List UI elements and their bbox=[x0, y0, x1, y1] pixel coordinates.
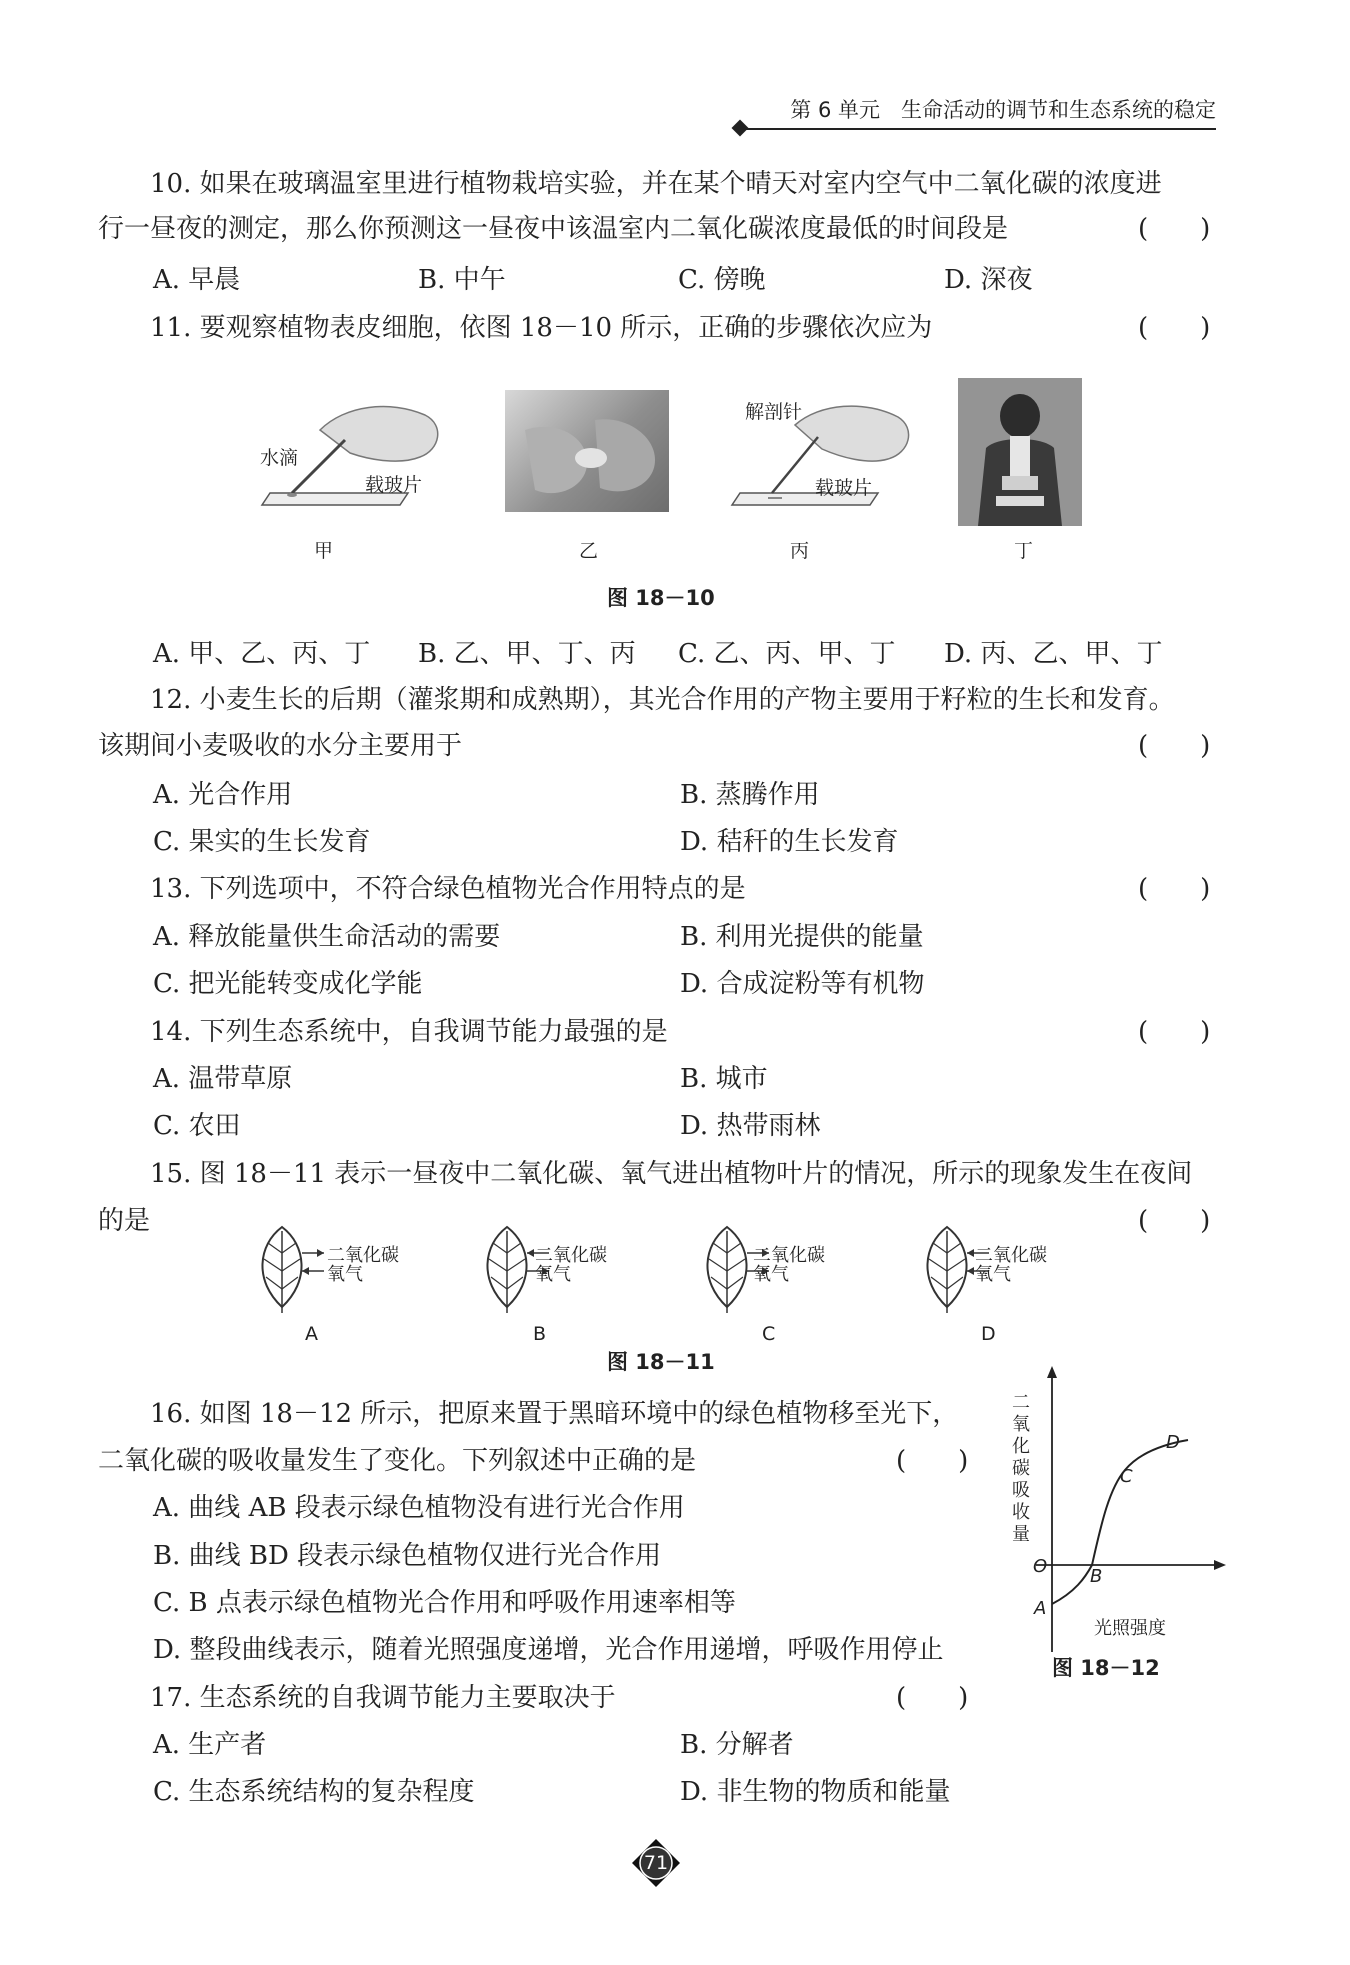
q12-answer-paren: ( ) bbox=[1138, 731, 1211, 761]
graph-y-axis-label: 二氧化碳吸收量 bbox=[1012, 1392, 1030, 1545]
label-slide-1: 载玻片 bbox=[365, 474, 423, 496]
leaf-d-co2-label: 二氧化碳 bbox=[975, 1245, 1047, 1266]
figure-18-11-caption: 图 18－11 bbox=[607, 1350, 715, 1374]
q13-answer-paren: ( ) bbox=[1138, 874, 1211, 904]
q14-option-b: B. 城市 bbox=[680, 1064, 768, 1094]
q17-answer-paren: ( ) bbox=[896, 1683, 969, 1713]
q16-answer-paren: ( ) bbox=[896, 1446, 969, 1476]
y-axis-arrow-icon bbox=[1047, 1366, 1057, 1378]
q14-option-a: A. 温带草原 bbox=[153, 1064, 293, 1094]
q16-option-b: B. 曲线 BD 段表示绿色植物仅进行光合作用 bbox=[153, 1541, 662, 1571]
page-header bbox=[742, 94, 1216, 128]
q12-option-b: B. 蒸腾作用 bbox=[680, 780, 820, 810]
graph-origin-label: O bbox=[1033, 1556, 1048, 1577]
q14-option-d: D. 热带雨林 bbox=[680, 1111, 821, 1141]
graph-point-a-label: A bbox=[1034, 1598, 1047, 1619]
q17-option-d: D. 非生物的物质和能量 bbox=[680, 1777, 951, 1807]
figure-18-12-caption: 图 18－12 bbox=[1052, 1656, 1160, 1680]
q11-option-b: B. 乙、甲、丁、丙 bbox=[418, 639, 636, 669]
leaf-panel-label-d: D bbox=[981, 1323, 996, 1345]
q10-option-d: D. 深夜 bbox=[944, 265, 1033, 295]
q17-option-b: B. 分解者 bbox=[680, 1730, 794, 1760]
peeling-epidermis-photo bbox=[505, 390, 669, 512]
q13-option-b: B. 利用光提供的能量 bbox=[680, 922, 924, 952]
leaf-panel-label-a: A bbox=[305, 1323, 318, 1345]
q12-option-d: D. 秸秆的生长发育 bbox=[680, 827, 899, 857]
header-diamond-icon bbox=[732, 120, 749, 137]
q11-option-d: D. 丙、乙、甲、丁 bbox=[944, 639, 1163, 669]
graph-x-axis-label: 光照强度 bbox=[1094, 1618, 1166, 1639]
q13-option-c: C. 把光能转变成化学能 bbox=[153, 969, 423, 999]
page-number: 71 bbox=[643, 1852, 669, 1874]
q13-option-a: A. 释放能量供生命活动的需要 bbox=[153, 922, 501, 952]
x-axis-arrow-icon bbox=[1214, 1560, 1226, 1570]
q12-line1: 12. 小麦生长的后期（灌浆期和成熟期），其光合作用的产物主要用于籽粒的生长和发育。 bbox=[150, 685, 1175, 715]
leaf-c-co2-label: 二氧化碳 bbox=[753, 1245, 825, 1266]
student-microscope-icon bbox=[958, 378, 1082, 526]
label-water-drop: 水滴 bbox=[260, 447, 299, 469]
figure-18-10-caption: 图 18－10 bbox=[607, 586, 715, 610]
q12-line2: 该期间小麦吸收的水分主要用于 bbox=[98, 731, 463, 761]
page-number-badge bbox=[631, 1838, 681, 1888]
q16-line2: 二氧化碳的吸收量发生了变化。下列叙述中正确的是 bbox=[98, 1446, 697, 1476]
q15-line2: 的是 bbox=[98, 1206, 151, 1236]
panel-label-jia: 甲 bbox=[314, 540, 334, 562]
q12-option-a: A. 光合作用 bbox=[153, 780, 293, 810]
q10-answer-paren: ( ) bbox=[1138, 214, 1211, 244]
q14-answer-paren: ( ) bbox=[1138, 1017, 1211, 1047]
q16-line1: 16. 如图 18－12 所示，把原来置于黑暗环境中的绿色植物移至光下， bbox=[150, 1399, 959, 1429]
label-dissecting-needle: 解剖针 bbox=[745, 401, 803, 423]
graph-point-d-label: D bbox=[1166, 1432, 1180, 1453]
panel-label-ding: 丁 bbox=[1014, 540, 1034, 562]
q16-option-c: C. B 点表示绿色植物光合作用和呼吸作用速率相等 bbox=[153, 1588, 736, 1618]
q17-option-c: C. 生态系统结构的复杂程度 bbox=[153, 1777, 475, 1807]
co2-absorption-curve bbox=[1052, 1440, 1188, 1604]
q13-line1: 13. 下列选项中，不符合绿色植物光合作用特点的是 bbox=[150, 874, 746, 904]
q16-option-d: D. 整段曲线表示，随着光照强度递增，光合作用递增，呼吸作用停止 bbox=[153, 1635, 944, 1665]
leaf-b-o2-label: 氧气 bbox=[535, 1264, 571, 1285]
leaf-panel-label-b: B bbox=[533, 1323, 547, 1345]
q11-option-a: A. 甲、乙、丙、丁 bbox=[153, 639, 371, 669]
header-text: 第 6 单元 生命活动的调节和生态系统的稳定 bbox=[790, 98, 1216, 122]
q11-option-c: C. 乙、丙、甲、丁 bbox=[678, 639, 896, 669]
graph-point-b-label: B bbox=[1090, 1566, 1103, 1587]
header-rule bbox=[742, 128, 1216, 130]
q12-option-c: C. 果实的生长发育 bbox=[153, 827, 371, 857]
q10-option-a: A. 早晨 bbox=[153, 265, 241, 295]
panel-label-bing: 丙 bbox=[790, 540, 810, 562]
q17-option-a: A. 生产者 bbox=[153, 1730, 267, 1760]
q15-line1: 15. 图 18－11 表示一昼夜中二氧化碳、氧气进出植物叶片的情况，所示的现象发生在夜间 bbox=[150, 1159, 1193, 1189]
q10-line1: 10. 如果在玻璃温室里进行植物栽培实验，并在某个晴天对室内空气中二氧化碳的浓度进 bbox=[150, 169, 1162, 199]
q17-line1: 17. 生态系统的自我调节能力主要取决于 bbox=[150, 1683, 616, 1713]
leaf-b-co2-label: 二氧化碳 bbox=[535, 1245, 607, 1266]
hands-peeling-icon bbox=[505, 390, 669, 512]
leaf-panel-label-c: C bbox=[762, 1323, 776, 1345]
q11-answer-paren: ( ) bbox=[1138, 313, 1211, 343]
q10-line2: 行一昼夜的测定，那么你预测这一昼夜中该温室内二氧化碳浓度最低的时间段是 bbox=[98, 214, 1009, 244]
label-slide-2: 载玻片 bbox=[815, 477, 873, 499]
graph-point-c-label: C bbox=[1120, 1466, 1133, 1487]
q14-option-c: C. 农田 bbox=[153, 1111, 241, 1141]
leaf-a-o2-label: 氧气 bbox=[327, 1264, 363, 1285]
q13-option-d: D. 合成淀粉等有机物 bbox=[680, 969, 925, 999]
microscope-observation-photo bbox=[958, 378, 1082, 526]
panel-label-yi: 乙 bbox=[579, 540, 599, 562]
q14-line1: 14. 下列生态系统中，自我调节能力最强的是 bbox=[150, 1017, 668, 1047]
leaf-a-co2-label: 二氧化碳 bbox=[327, 1245, 399, 1266]
q10-option-c: C. 傍晚 bbox=[678, 265, 766, 295]
leaf-d-o2-label: 氧气 bbox=[975, 1264, 1011, 1285]
q10-option-b: B. 中午 bbox=[418, 265, 506, 295]
q11-line1: 11. 要观察植物表皮细胞，依图 18－10 所示，正确的步骤依次应为 bbox=[150, 313, 933, 343]
leaf-c-o2-label: 氧气 bbox=[753, 1264, 789, 1285]
q15-answer-paren: ( ) bbox=[1138, 1206, 1211, 1236]
q16-option-a: A. 曲线 AB 段表示绿色植物没有进行光合作用 bbox=[153, 1493, 685, 1523]
